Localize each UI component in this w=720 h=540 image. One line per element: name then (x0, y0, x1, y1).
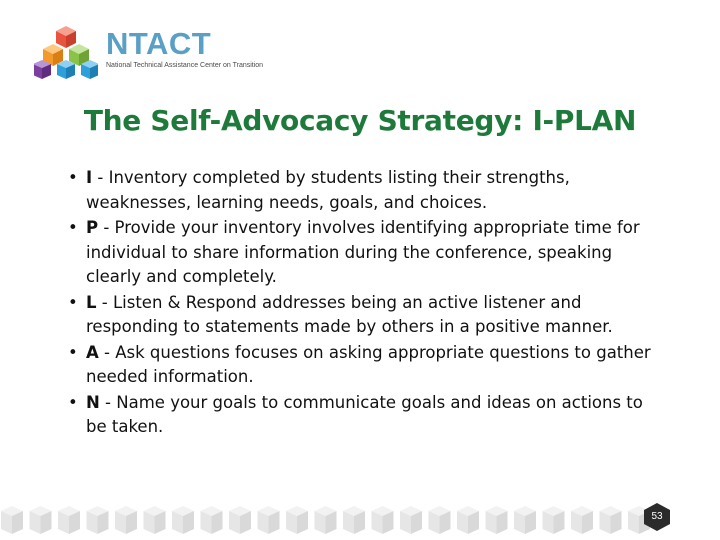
ntact-logo (34, 24, 294, 84)
bullet-separator: - (92, 168, 109, 187)
list-item (68, 391, 656, 440)
bullet-icon: • (68, 218, 78, 237)
footer-cube-icon (543, 506, 565, 534)
cube-cluster-icon (34, 24, 98, 82)
footer-cube-icon (514, 506, 536, 534)
footer-cube-icon (1, 506, 23, 534)
bullet-text: Inventory completed by students listing their strengths, weaknesses, learning needs, goals, and choices. (86, 168, 570, 212)
bullet-text: Provide your inventory involves identifying appropriate time for individual to share information during the conference, speaking clearly and completely. (86, 218, 640, 286)
footer-cube-icon (30, 506, 52, 534)
bullet-letter: A (86, 342, 99, 362)
bullet-text: Listen & Respond addresses being an active listener and responding to statements made by others in a positive manner. (86, 292, 613, 336)
logo-wordmark: NTACT (106, 26, 212, 61)
bullet-separator: - (96, 292, 113, 312)
bullet-list (68, 166, 656, 441)
footer-cube-icon (229, 506, 251, 534)
bullet-separator: - (98, 342, 116, 362)
footer-cube-icon (144, 506, 166, 534)
footer-cube-icon (87, 506, 109, 534)
bullet-icon: • (68, 168, 78, 187)
footer-cube-icon (600, 506, 622, 534)
footer-cube-icon (486, 506, 508, 534)
bullet-text: Ask questions focuses on asking appropriate questions to gather needed information. (86, 342, 651, 386)
footer-cube-icon (457, 506, 479, 534)
footer-cube-icon (172, 506, 194, 534)
logo-tagline: National Technical Assistance Center on Transition (106, 62, 264, 69)
list-item (68, 166, 656, 215)
bullet-icon: • (68, 342, 78, 362)
bullet-separator: - (98, 218, 115, 237)
list-item (68, 341, 656, 390)
bullet-letter: P (86, 218, 99, 237)
footer-cube-icon (258, 506, 280, 534)
bullet-icon: • (68, 392, 78, 412)
bullet-letter: L (86, 292, 97, 312)
footer-cube-icon (286, 506, 308, 534)
footer-cube-icon (58, 506, 80, 534)
footer-cube-band (0, 500, 720, 540)
bullet-letter: I (86, 168, 93, 187)
bullet-text: Name your goals to communicate goals and ideas on actions to be taken. (86, 392, 643, 436)
footer-cube-icon (115, 506, 137, 534)
footer-cube-icon (429, 506, 451, 534)
footer-cube-icon (400, 506, 422, 534)
bullet-separator: - (99, 392, 117, 412)
page-number: 53 (651, 511, 663, 522)
footer-cube-icon (315, 506, 337, 534)
list-item (68, 291, 656, 340)
footer-cube-icon (372, 506, 394, 534)
bullet-letter: N (86, 392, 100, 412)
page-number-badge (642, 502, 672, 532)
footer-cube-icon (571, 506, 593, 534)
footer-cube-icon (343, 506, 365, 534)
slide-title: The Self-Advocacy Strategy: I-PLAN (83, 104, 637, 137)
list-item (68, 216, 656, 290)
bullet-icon: • (68, 292, 78, 312)
footer-cube-icon (201, 506, 223, 534)
